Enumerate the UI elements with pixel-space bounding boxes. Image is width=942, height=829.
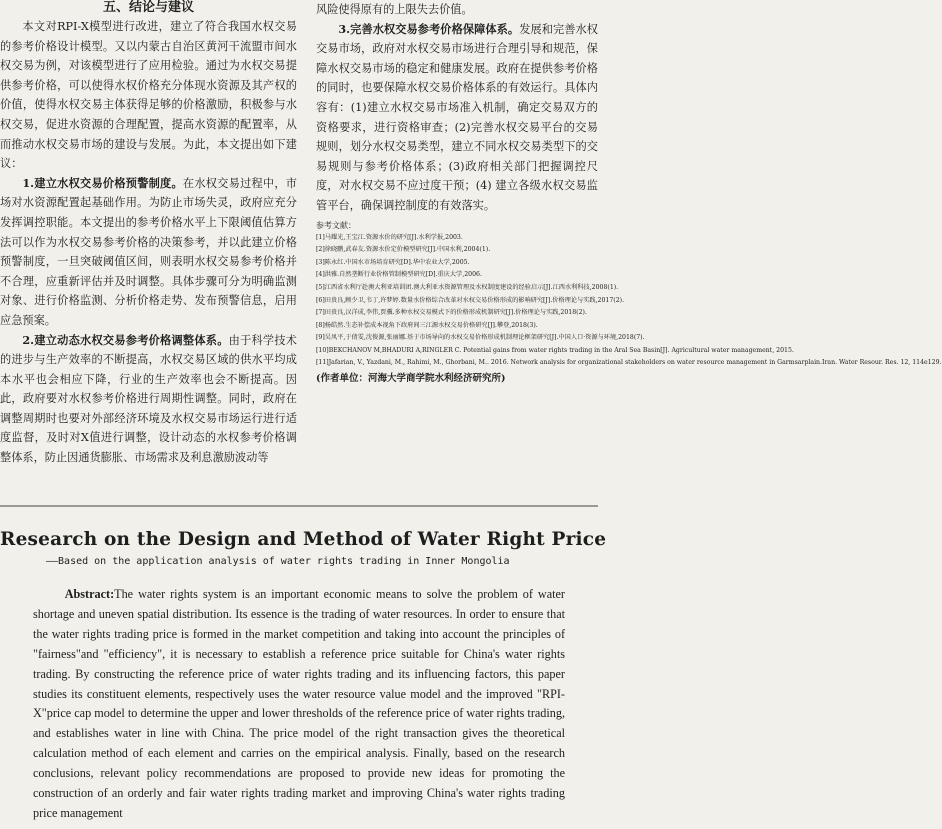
reference-list: [316, 233, 942, 369]
conclusion-paragraph: 本文对RPI-X模型进行改进，建立了符合我国水权交易的参考价格设计模型。又以内蒙古自治区黄河干流盟市间水权交易为例，对该模型进行了应用检验。通过为水权交易提供参考价格，可以使得水权价格充分体现水资源及其产权的价值，使得水权交易主体获得足够的价格激励，积极参与水权交易，促进水资源的合理配置，提高水资源的配置率，从而推动水权交易市场的建设与发展。为此，本文提出如下建议：: [0, 20, 297, 171]
english-abstract-section: [0, 527, 607, 824]
reference-item: [11]Jafarian, V., Yazdani, M., Rahimi, M., Ghorbani, M.. 2016. Network analysis for organizational stakeholders on water resource management in Garmsarplain.Iran. Water Resour. Res. 12, 114e129.: [316, 359, 942, 367]
english-subtitle: ——Based on the application analysis of water rights trading in Inner Mongolia: [46, 556, 510, 567]
recommendation-2-title: 2.建立动态水权交易参考价格调整体系。: [22, 332, 229, 347]
left-column: [0, 0, 297, 468]
recommendation-2-body: 由于科学技术的进步与生产效率的不断提高，水权交易区域的供水平均成本水平也会相应下降，行业的生产效率也会不断提高。因此，政府要对水权参考价格进行周期性调整。同时，政府在调整周期时也要对外部经济环境及水权交易市场运行进行适度监督，及时对X值进行调整，设计动态的水权参考价格调整体系，防止因通货膨胀、市场需求及利息激励波动等: [0, 333, 297, 465]
reference-item: [3]陈永红.中国水市场培育研究[D].华中农业大学,2005.: [316, 258, 470, 266]
section-heading: 五、结论与建议: [102, 0, 194, 15]
english-abstract: [33, 585, 565, 824]
author-affiliation: (作者单位：河海大学商学院水利经济研究所): [316, 373, 506, 385]
reference-item: [5]江西省水利厅赴澳大利亚培训团.澳大利亚水资源管理及水权制度建设的经验启示[J].江西水利科技,2008(1).: [316, 283, 619, 291]
reference-item: [10]BEKCHANOV M,BHADURI A,RINGLER C. Potential gains from water rights trading in the Aral Sea Basin[J]. Agricultural water management, 2015.: [316, 346, 794, 354]
recommendation-2: [0, 331, 297, 468]
reference-item: [4]洪雅.自然垄断行业价格管制模型研究[D].重庆大学,2006.: [316, 271, 482, 279]
reference-item: [7]田贵良,汉洋成,李伟,贾骥.多种水权交易模式下的价格形成机制研究[J].价格理论与实践,2018(2).: [316, 309, 587, 317]
recommendation-3-title: 3.完善水权交易参考价格保障体系。: [338, 21, 520, 36]
references-heading: 参考文献：: [316, 220, 356, 230]
right-column: [316, 0, 942, 386]
recommendation-3-body: 发展和完善水权交易市场，政府对水权交易市场进行合理引导和规范，保障水权交易市场的稳定和健康发展。政府在提供参考价格的同时，也要保障水权交易价格体系的有效运行。具体内容有：(1)建立水权交易市场准入机制，确定交易双方的资格要求，进行资格审查；(2)完善水权交易平台的交易规则，划分水权交易类型，建立不同水权交易类型下的交易规则与参考价格体系；(3)政府相关部门把握调控尺度，对水权交易不应过度干预；(4) 建立各级水权交易监管平台，确保调控制度的有效落实。: [316, 22, 598, 212]
reference-item: [8]杨皓然.生态补偿成本视角下政府间三江源水权交易价格研究[J].攀登,2018(3).: [316, 321, 538, 329]
reference-item: [9]吴凤平,于倩雯,沈俊源,张丽娜.基于市场导向的水权交易价格形成机制理论框架研究[J].中国人口·资源与环境,2018(7).: [316, 334, 645, 342]
abstract-body: The water rights system is an important economic means to solve the problem of water shortage and uneven spatial distribution. Its essence is the trading of water resources. In order to ensure that the water rights trading price is formed in the market competition and taking into account the principles of "fairness"and "efficiency", it is necessary to establish a reference price suitable for China's water rights trading. By constructing the reference price of water rights trading and its influencing factors, this paper studies its constituent elements, respectively uses the water resource value model and the improved "RPI-X"price cap model to determine the upper and lower thresholds of the reference price of water rights trading, and establishes water in line with China. The price model of the right transaction gives the theoretical calculation method of each element and carries on the empirical analysis. Finally, based on the research conclusions, relevant policy recommendations are proposed to provide new ideas for promoting the construction of an orderly and fair water rights trading market and improving China's water rights trading price management: [33, 587, 565, 820]
reference-item: [1]马耀光,王宝江.资源水价的研究[J].水利学报,2003.: [316, 233, 463, 241]
english-title: Research on the Design and Method of Water Right Price: [0, 529, 607, 550]
reference-item: [6]田贵良,顾少卫,韦丁,许梦婷.数量水价格综合改革对水权交易价格形成的影响研究[J].价格理论与实践,2017(2).: [316, 296, 625, 304]
section-divider: [0, 505, 598, 507]
recommendation-3: [316, 20, 598, 216]
recommendation-1: [0, 174, 297, 331]
abstract-label: Abstract:: [64, 587, 115, 601]
reference-item: [2]徐晓鹏,武春友.资源水价定价模型研究[J].中国水利,2004(1).: [316, 246, 491, 254]
continued-text: 风险使得原有的上限失去价值。: [316, 3, 473, 16]
recommendation-1-body: 在水权交易过程中，市场对水资源配置起基础作用。为防止市场失灵，政府应充分发挥调控职能。本文提出的参考价格水平上下限阈值估算方法可以作为水权交易参考价格的决策参考，并以此建立价格预警制度，一旦突破阈值区间，则表明水权交易参考价格并不合理，应重新评估并及时调整。具体步骤可分为明确监测对象、进行价格监测、分析价格走势、发布预警信息，启用应急预案。: [0, 176, 297, 327]
recommendation-1-title: 1.建立水权交易价格预警制度。: [22, 175, 183, 190]
